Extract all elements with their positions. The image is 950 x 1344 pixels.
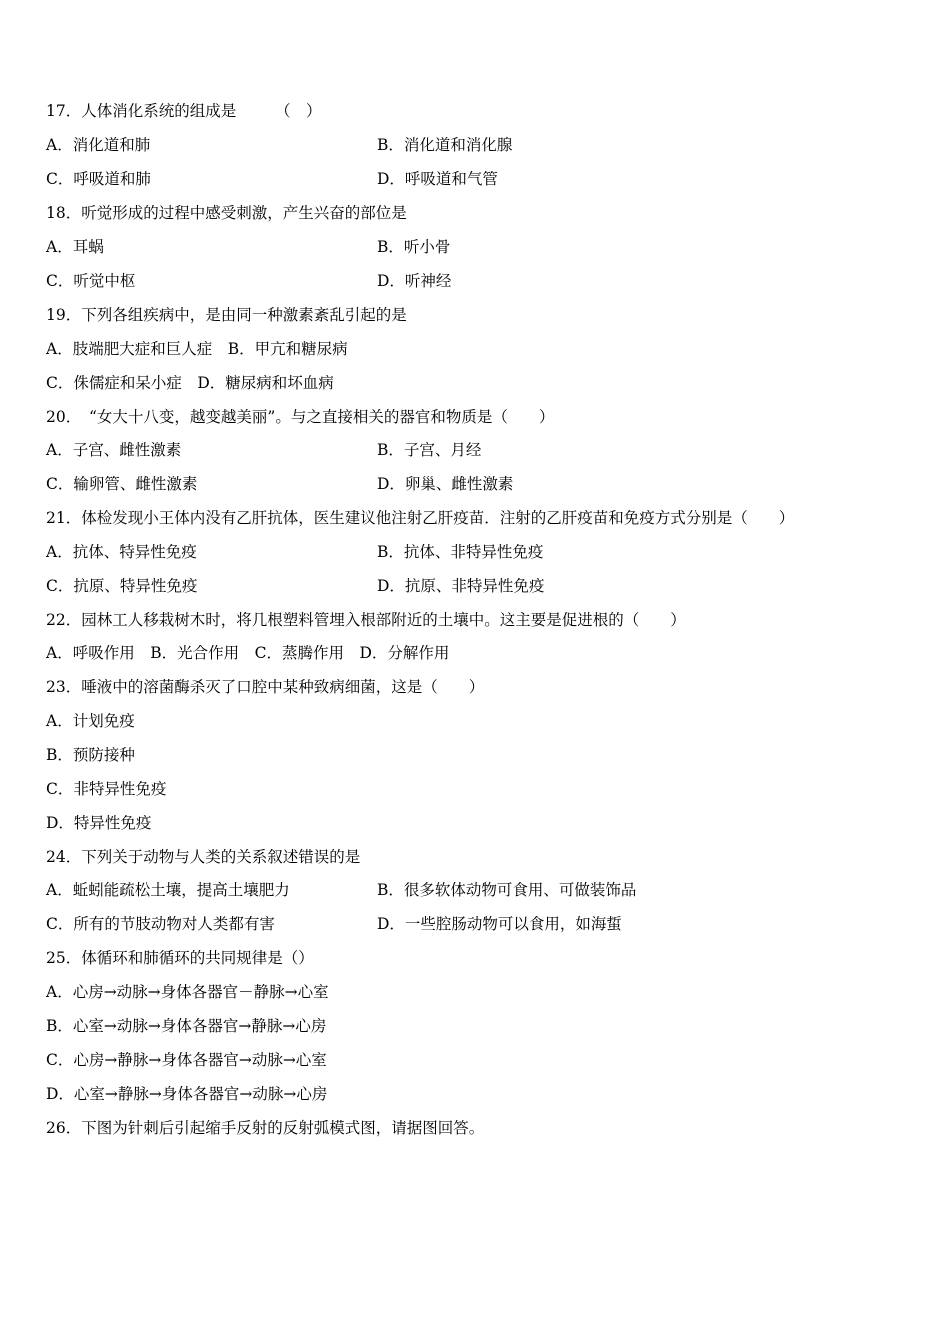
option-b: B．听小骨 (377, 238, 451, 256)
option-c: C．呼吸道和肺 (46, 170, 151, 188)
question-25-option-d: D．心室→静脉→身体各器官→动脉→心房 (46, 1085, 328, 1103)
question-18-options-row-1 (46, 235, 451, 259)
question-23-option-c: C．非特异性免疫 (46, 780, 167, 798)
question-25-option-a: A．心房→动脉→身体各器官－静脉→心室 (46, 983, 329, 1001)
option-a: A．蚯蚓能疏松土壤，提高土壤肥力 (46, 881, 290, 899)
question-24-options-row-1 (46, 878, 637, 902)
option-c: C．输卵管、雌性激素 (46, 475, 198, 493)
option-c: C．抗原、特异性免疫 (46, 577, 198, 595)
option-c: C．所有的节肢动物对人类都有害 (46, 915, 275, 933)
question-20-stem: 20． “女大十八变，越变越美丽”。与之直接相关的器官和物质是（ ） (46, 408, 555, 426)
option-d: D．听神经 (377, 272, 452, 290)
question-17-options-row-1 (46, 133, 513, 157)
question-21-options-row-2 (46, 574, 545, 598)
question-20-options-row-2 (46, 472, 514, 496)
question-23-option-d: D．特异性免疫 (46, 814, 152, 832)
question-19-options-ab: A．肢端肥大症和巨人症 B．甲亢和糖尿病 (46, 340, 348, 358)
question-24-options-row-2 (46, 912, 622, 936)
question-21-options-row-1 (46, 540, 544, 564)
question-18-stem: 18．听觉形成的过程中感受刺激，产生兴奋的部位是 (46, 204, 407, 222)
question-23-option-b: B．预防接种 (46, 746, 135, 764)
question-22-stem: 22．园林工人移栽树木时，将几根塑料管埋入根部附近的土壤中。这主要是促进根的（ ） (46, 611, 686, 629)
question-19-stem: 19．下列各组疾病中，是由同一种激素紊乱引起的是 (46, 306, 407, 324)
question-25-option-b: B．心室→动脉→身体各器官→静脉→心房 (46, 1017, 327, 1035)
option-b: B．子宫、月经 (377, 441, 482, 459)
option-c: C．听觉中枢 (46, 272, 136, 290)
question-20-options-row-1 (46, 438, 482, 462)
option-a: A．耳蜗 (46, 238, 104, 256)
option-b: B．消化道和消化腺 (377, 136, 513, 154)
option-a: A．抗体、特异性免疫 (46, 543, 197, 561)
question-26-stem: 26．下图为针刺后引起缩手反射的反射弧模式图，请据图回答。 (46, 1119, 485, 1137)
question-25-stem: 25．体循环和肺循环的共同规律是（） (46, 949, 314, 967)
question-18-options-row-2 (46, 269, 452, 293)
question-17-options-row-2 (46, 167, 498, 191)
question-17-stem: 17．人体消化系统的组成是 （ ） (46, 102, 322, 120)
question-24-stem: 24．下列关于动物与人类的关系叙述错误的是 (46, 848, 361, 866)
option-d: D．一些腔肠动物可以食用，如海蜇 (377, 915, 622, 933)
question-21-stem: 21．体检发现小王体内没有乙肝抗体，医生建议他注射乙肝疫苗．注射的乙肝疫苗和免疫方式分别是（ ） (46, 509, 795, 527)
option-a: A．消化道和肺 (46, 136, 151, 154)
question-25-option-c: C．心房→静脉→身体各器官→动脉→心室 (46, 1051, 327, 1069)
question-23-stem: 23．唾液中的溶菌酶杀灭了口腔中某种致病细菌，这是（ ） (46, 678, 485, 696)
option-a: A．子宫、雌性激素 (46, 441, 182, 459)
option-b: B．抗体、非特异性免疫 (377, 543, 544, 561)
question-19-options-cd: C．侏儒症和呆小症 D．糖尿病和坏血病 (46, 374, 334, 392)
option-d: D．卵巢、雌性激素 (377, 475, 514, 493)
option-d: D．抗原、非特异性免疫 (377, 577, 545, 595)
question-23-option-a: A．计划免疫 (46, 712, 135, 730)
option-d: D．呼吸道和气管 (377, 170, 498, 188)
option-b: B．很多软体动物可食用、可做装饰品 (377, 881, 637, 899)
question-22-options: A．呼吸作用 B．光合作用 C．蒸腾作用 D．分解作用 (46, 644, 450, 662)
